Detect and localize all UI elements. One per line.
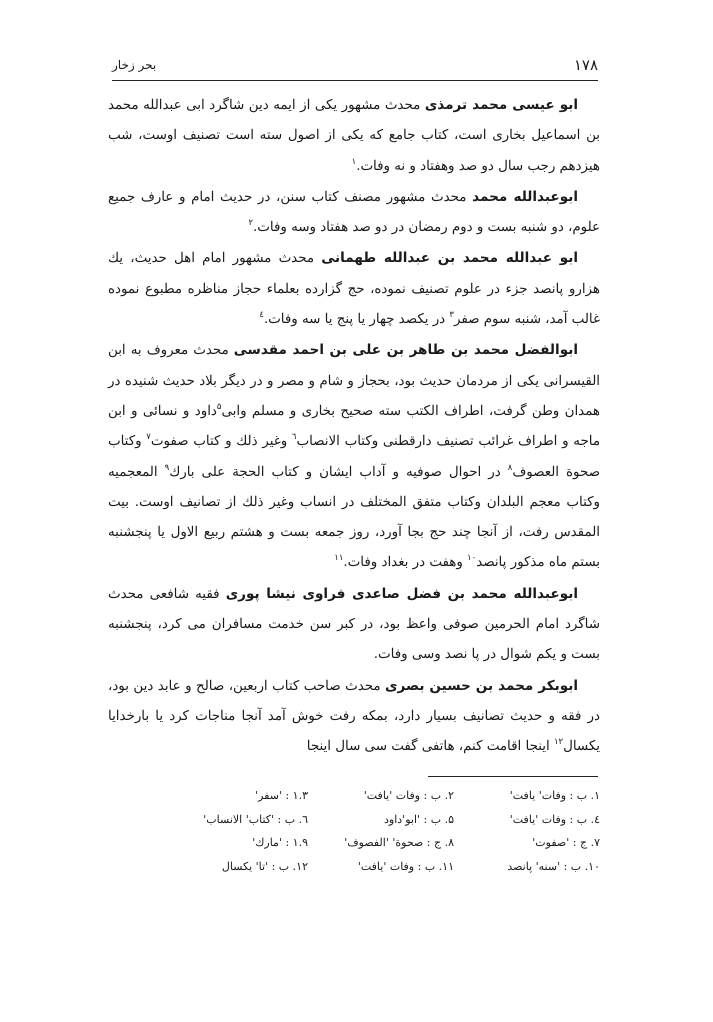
main-text — [108, 90, 600, 763]
page-number: ۱۷۸ — [573, 56, 598, 74]
footnote-divider — [428, 776, 598, 777]
entry-text: وهفت در بغداد وفات. — [343, 555, 468, 571]
entry-text: محدث مشهور امام اهل حدیث، یك هزارو پانصد جزء در علوم تصنیف نموده، حج گزارده بعلماء حجاز مناظره مطبوع نموده غالب آمد، شنبه سوم صفر — [108, 251, 600, 328]
footnote: ۸. ج : صحوة' 'الفصوف' — [344, 836, 454, 849]
paragraph-ibn-majah — [108, 182, 600, 244]
footnote: ۲. ب : وفات 'یافت' — [363, 789, 454, 802]
footnote-row — [160, 810, 600, 834]
running-title: بحر زخار — [112, 58, 157, 72]
entry-name: ابو عیسی محمد ترمذی — [424, 97, 578, 113]
entry-text: وغیر ذلك و کتاب صفوت — [150, 434, 292, 450]
footnote: ۱.۳ : 'سفر' — [255, 789, 308, 802]
footnote-ref: ۲ — [248, 218, 254, 229]
entry-text: اینجا اقامت کنم، هاتفی گفت سی سال اینجا — [306, 739, 554, 755]
footnote-row — [160, 857, 600, 881]
footnote: ۱. ب : وفات' یافت' — [509, 789, 600, 802]
page-header — [112, 54, 598, 81]
footnote-ref: ۷ — [146, 432, 151, 443]
footnotes — [160, 786, 600, 880]
entry-text: المعجمیه وکتاب معجم البلدان وکتاب متفق المختلف در انساب وغیر ذلك از تصانیف اوست. بیت المقدس رفت، از آنجا چند حج بجا آورد، روز جمعه بست و هشتم ربیع الاول یا پنجشنبه بستم ماه مذکور پانصد — [108, 464, 600, 571]
entry-text: وکتاب صحوة العصوف — [108, 434, 600, 480]
paragraph-basri — [108, 671, 600, 763]
paragraph-furawi — [108, 579, 600, 671]
footnote-ref: ۱ — [351, 156, 357, 167]
footnote: ۱۱. ب : وفات 'یافت' — [357, 859, 454, 873]
paragraph-tirmidhi — [108, 90, 600, 182]
entry-name: ابوعبدالله محمد بن فضل صاعدی فراوی نیشا پوری — [225, 585, 579, 602]
footnote-row — [160, 786, 600, 810]
footnote-ref: ٦ — [291, 432, 297, 443]
entry-name: ابوبکر محمد بن حسین بصری — [385, 677, 578, 694]
footnote: ۷. ج : 'صفوت' — [532, 836, 600, 849]
entry-name: ابو عبدالله محمد بن عبدالله طهمانی — [321, 250, 578, 267]
entry-text: محدث مشهور مصنف کتاب سنن، در حدیث امام و عارف جمیع علوم، دو شنبه بست و دوم رمضان در دو صد هفتاد وسه وفات. — [108, 189, 600, 236]
entry-text: محدث معروف به ابن القیسرانی یکی از مردمان حدیث بود، بحجاز و شام و مصر و در دیگر بلاد حدیث شنیده در همدان وطن گرفت، اطراف الکتب سته صحیح بخاری و مسلم وابی — [108, 343, 600, 419]
entry-name: ابوعبدالله محمد — [472, 188, 578, 205]
footnote: ۱.۹ : 'مارك' — [252, 836, 308, 849]
entry-text: داود و نسائی و ابن ماجه و اطراف غرائب تصنیف دارقطنی وکتاب الانصاب — [108, 403, 601, 450]
footnote-ref: ۱۰ — [467, 553, 477, 564]
footnote-ref: ۱۲ — [553, 737, 564, 748]
entry-text: محدث مشهور یکی از ایمه دین شاگرد ابی عبدالله محمد بن اسماعیل بخاری است، کتاب جامع که یکی از اصول سته است تصنیف اوست، شب هیزدهم رجب سال دو صد وهفتاد و نه وفات. — [108, 98, 600, 174]
footnote: ۱۰. ب : 'سنه' پانصد — [507, 859, 600, 873]
footnote-ref: ۱۱ — [334, 553, 344, 564]
footnote: ۵. ب : 'ابو'داود — [384, 812, 454, 826]
entry-name: ابوالفضل محمد بن طاهر بن علی بن احمد مقدسی — [233, 342, 578, 359]
footnote: ۱۲. ب : 'تا' یکسال — [221, 859, 308, 873]
footnote: ٦. ب : 'کتاب' الانساب' — [203, 812, 308, 826]
entry-text: در یکصد چهار یا پنج یا سه وفات. — [263, 312, 450, 328]
footnote-ref: ٤ — [259, 310, 264, 321]
entry-text: محدث صاحب کتاب اربعین، صالح و عابد دین بود، در فقه و حدیث تصانیف بسیار دارد، بمکه رفت خوش آمد آنجا مناجات کرد یا بارخدایا یکسال — [108, 678, 600, 755]
footnote-ref: ۸ — [507, 462, 513, 473]
entry-text: فقیه شافعی محدث شاگرد امام الحرمین صوفی واعظ بود، در کبر سن خدمت مسافران می کرد، پنجشنبه بست و یکم شوال در پا نصد وسی وفات. — [108, 586, 600, 663]
footnote: ٤. ب : وفات 'یافت' — [509, 812, 600, 826]
footnote-ref: ۵ — [216, 401, 222, 412]
paragraph-maqdisi — [108, 335, 600, 578]
footnote-ref: ۹ — [164, 462, 170, 473]
footnote-ref: ۳ — [449, 310, 454, 321]
entry-text: در احوال صوفیه و آداب ایشان و کتاب الحجة علی بارك — [169, 464, 508, 480]
footnote-row — [160, 833, 600, 857]
paragraph-tahmani — [108, 243, 600, 335]
